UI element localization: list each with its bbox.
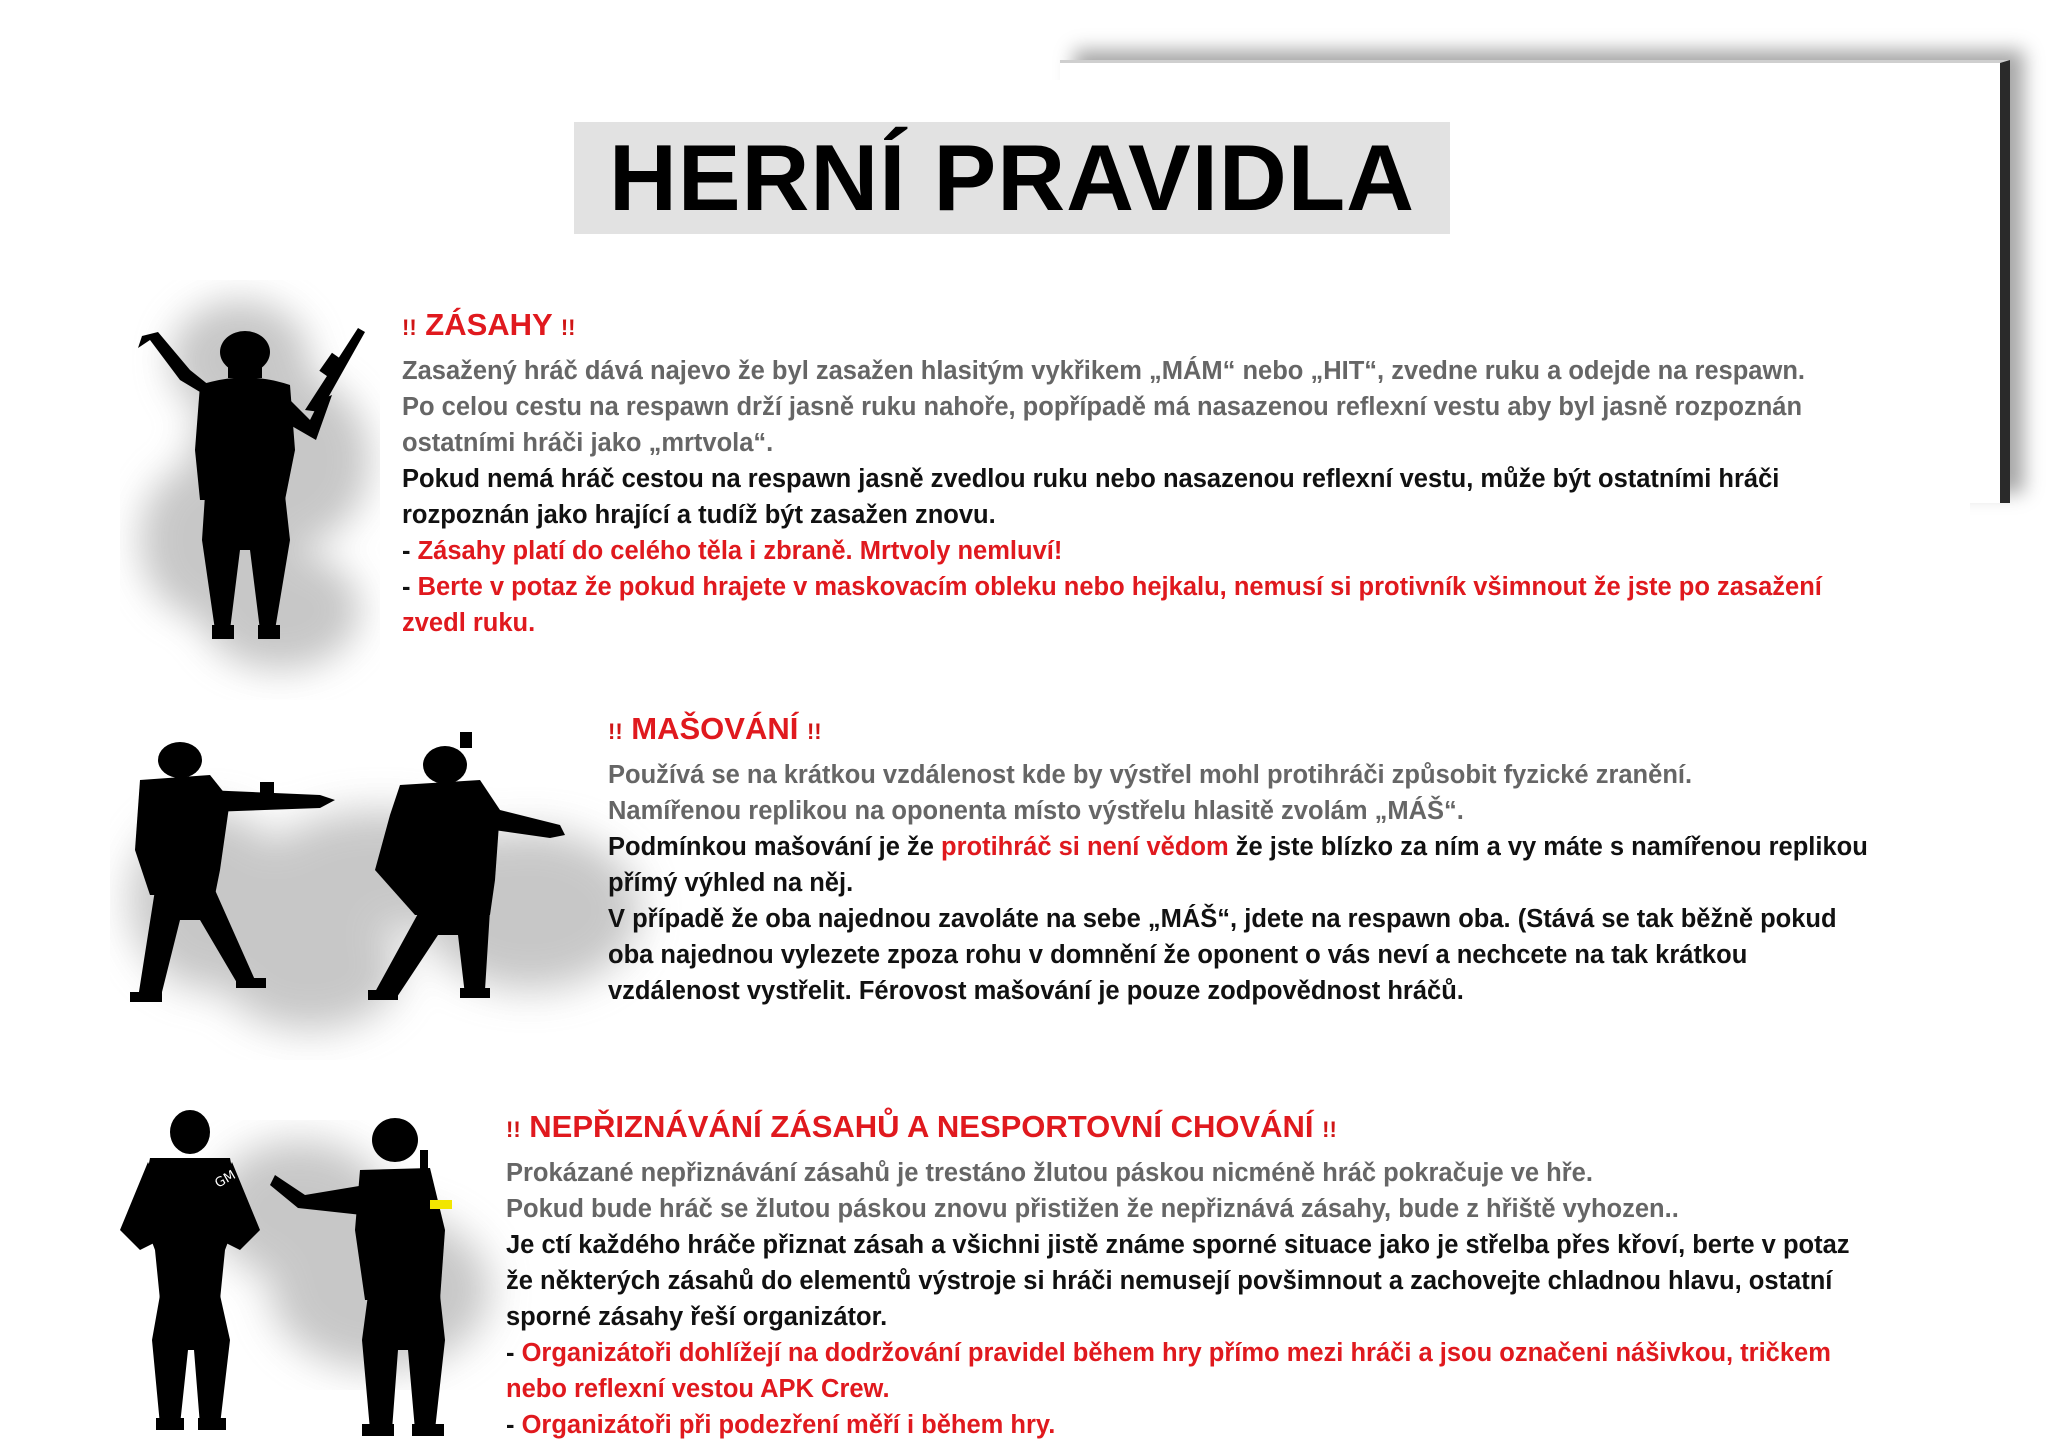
- text-part-highlight: protihráč si není vědom: [941, 833, 1229, 861]
- page-title: HERNÍ PRAVIDLA: [608, 125, 1416, 230]
- section-heading-nepriznavani: [506, 1108, 1850, 1149]
- section-zasahy: [402, 306, 1822, 641]
- text-part: že jste blízko za ním a vy máte s namířenou replikou: [1228, 833, 1868, 861]
- text-line: Je ctí každého hráče přiznat zásah a všichni jistě známe sporné situace jako je střelba přes křoví, berte v potaz: [506, 1231, 1850, 1259]
- bang-left: !!: [402, 315, 417, 340]
- bang-right: !!: [806, 719, 822, 744]
- text-line: nebo reflexní vestou APK Crew.: [506, 1375, 890, 1403]
- text-line: Používá se na krátkou vzdálenost kde by výstřel mohl protihráči způsobit fyzické zranění.: [608, 761, 1693, 789]
- two-soldiers-aiming-icon: [120, 720, 580, 1020]
- text-line: Pokud bude hráč se žlutou páskou znovu přistižen že nepřiznává zásahy, bude z hřiště vyhozen..: [506, 1195, 1679, 1223]
- soldier-raising-hand-icon: [120, 300, 380, 650]
- heading-text: ZÁSAHY: [425, 307, 553, 342]
- text-line: oba najednou vylezete zpoza rohu v domnění že oponent o vás neví a nechcete na tak krátkou: [608, 941, 1748, 969]
- text-line: rozpoznán jako hrající a tudíž být zasažen znovu.: [402, 501, 996, 529]
- text-part: Podmínkou mašování je že: [608, 833, 942, 861]
- text-line: vzdálenost vystřelit. Férovost mašování je pouze zodpovědnost hráčů.: [608, 977, 1464, 1005]
- text-line: přímý výhled na něj.: [608, 869, 854, 897]
- text-line: Organizátoři dohlížejí na dodržování pravidel během hry přímo mezi hráči a jsou označeni nášivkou, tričkem: [521, 1339, 1831, 1367]
- text-line: Pokud nemá hráč cestou na respawn jasně zvedlou ruku nebo nasazenou reflexní vestu, může být ostatními hráči: [402, 465, 1780, 493]
- list-dash: -: [402, 573, 418, 601]
- list-dash: -: [506, 1411, 522, 1439]
- text-line: Po celou cestu na respawn drží jasně ruku nahoře, popřípadě má nasazenou reflexní vestu aby byl jasně rozpoznán: [402, 393, 1803, 421]
- heading-text: NEPŘIZNÁVÁNÍ ZÁSAHŮ A NESPORTOVNÍ CHOVÁNÍ: [529, 1109, 1314, 1144]
- text-line: ostatními hráči jako „mrtvola“.: [402, 429, 774, 457]
- two-standing-soldiers-icon: [100, 1100, 500, 1450]
- section-heading-zasahy: [402, 306, 1822, 347]
- figure-logo: GM: [212, 1167, 239, 1192]
- section-heading-masovani: [608, 710, 1868, 751]
- yellow-armband: [430, 1200, 452, 1209]
- text-line: Zasažený hráč dává najevo že byl zasažen hlasitým vykřikem „MÁM“ nebo „HIT“, zvedne ruku a odejde na respawn.: [402, 357, 1805, 385]
- text-line: Prokázané nepřiznávání zásahů je trestáno žlutou páskou nicméně hráč pokračuje ve hře.: [506, 1159, 1593, 1187]
- section-masovani: [608, 710, 1868, 1009]
- text-line: Berte v potaz že pokud hrajete v maskovacím obleku nebo hejkalu, nemusí si protivník všimnout že jste po zasažení: [417, 573, 1822, 601]
- text-line-mixed: [608, 829, 1868, 865]
- bang-right: !!: [1322, 1117, 1337, 1142]
- bang-left: !!: [608, 719, 623, 744]
- text-line: V případě že oba najednou zavoláte na sebe „MÁŠ“, jdete na respawn oba. (Stává se tak běžně pokud: [608, 905, 1837, 933]
- bang-right: !!: [560, 315, 576, 340]
- title-banner: [574, 122, 1450, 234]
- text-line: že některých zásahů do elementů výstroje si hráči nemusejí povšimnout a zachovejte chladnou hlavu, ostatní: [506, 1267, 1833, 1295]
- text-line: Zásahy platí do celého těla i zbraně. Mrtvoly nemluví!: [417, 537, 1063, 565]
- section-nepriznavani: [506, 1108, 1850, 1443]
- list-dash: -: [506, 1339, 522, 1367]
- text-line: Organizátoři při podezření měří i během hry.: [521, 1411, 1056, 1439]
- list-dash: -: [402, 537, 418, 565]
- text-line: Namířenou replikou na oponenta místo výstřelu hlasitě zvolám „MÁŠ“.: [608, 797, 1464, 825]
- text-line: zvedl ruku.: [402, 609, 536, 637]
- text-line: sporné zásahy řeší organizátor.: [506, 1303, 888, 1331]
- bang-left: !!: [506, 1117, 521, 1142]
- heading-text: MAŠOVÁNÍ: [631, 711, 799, 746]
